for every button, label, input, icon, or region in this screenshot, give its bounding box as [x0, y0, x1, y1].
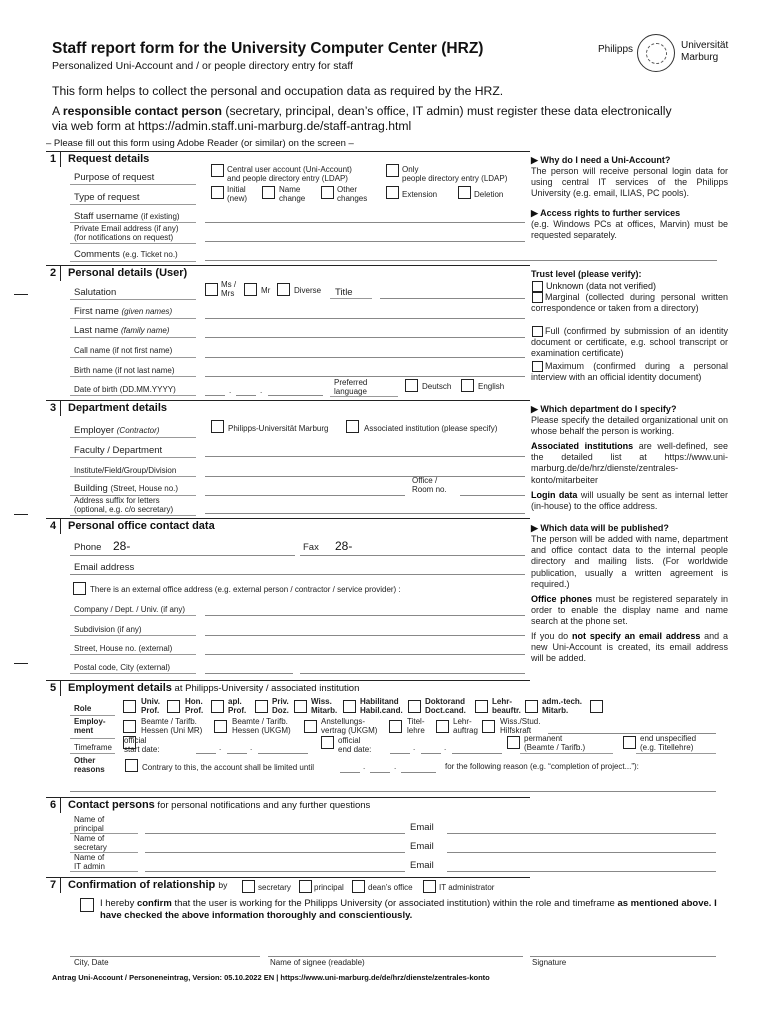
end-date-separator: .: [444, 743, 447, 752]
phone-underline: [70, 555, 295, 556]
deletion-label: Deletion: [474, 190, 504, 199]
role-hon-prof-label: Hon. Prof.: [185, 697, 204, 715]
emp-lehrauftrag-label: Lehr- auftrag: [453, 717, 478, 735]
principal-email-label: Email: [410, 822, 434, 833]
first-name-input[interactable]: [205, 318, 525, 319]
confirm-secretary-label: secretary: [258, 883, 291, 892]
city-date-label: City, Date: [74, 958, 109, 967]
university-seal-icon: [637, 34, 675, 72]
dob-month-input[interactable]: [236, 395, 256, 396]
role-habilitand-checkbox[interactable]: [343, 700, 356, 713]
office-input[interactable]: [460, 495, 525, 496]
title-input[interactable]: [380, 298, 525, 299]
initial-label: Initial (new): [227, 185, 248, 203]
role-lehrbeauftr-label: Lehr- beauftr.: [492, 697, 521, 715]
role-wiss-mitarb-checkbox[interactable]: [294, 700, 307, 713]
reason-input[interactable]: [70, 791, 716, 792]
emp-lehrauftrag-checkbox[interactable]: [436, 720, 449, 733]
intro-note: – Please fill out this form using Adobe Reader (or similar) on the screen –: [46, 138, 354, 149]
section-3-number: 3: [46, 401, 61, 416]
section-7-title: Confirmation of relationship by: [68, 879, 228, 891]
first-name-label: First name (given names): [74, 306, 173, 317]
emp-hilfskraft-checkbox[interactable]: [482, 720, 495, 733]
secretary-email-input[interactable]: [447, 852, 716, 853]
emp-titellehre-label: Titel- lehre: [407, 717, 425, 735]
employer-assoc-label: Associated institution (please specify): [364, 424, 498, 433]
purpose-label: Purpose of request: [74, 172, 155, 183]
office-label: Office / Room no.: [412, 476, 447, 494]
section-2-number: 2: [46, 266, 61, 281]
section-divider: [46, 400, 530, 401]
role-adm-tech-label: adm.-tech. Mitarb.: [542, 697, 583, 715]
building-input[interactable]: [205, 495, 405, 496]
subdivision-input[interactable]: [205, 635, 525, 636]
limit-date-separator: .: [363, 762, 366, 771]
section-divider: [46, 797, 530, 798]
role-hon-prof-checkbox[interactable]: [167, 700, 180, 713]
limit-day-input[interactable]: [340, 772, 360, 773]
english-checkbox[interactable]: [461, 379, 474, 392]
confirm-deans-checkbox[interactable]: [352, 880, 365, 893]
role-adm-tech-checkbox-2[interactable]: [590, 700, 603, 713]
right-text-1b: (e.g. Windows PCs at offices, Marvin) must be requested separately.: [531, 219, 728, 241]
limit-year-input[interactable]: [401, 772, 436, 773]
intro-line-1: This form helps to collect the personal and occupation data as required by the HRZ.: [52, 84, 504, 98]
end-day-input[interactable]: [390, 753, 410, 754]
confirm-itadmin-label: IT administrator: [439, 883, 495, 892]
mr-label: Mr: [261, 286, 271, 295]
signee-name-input[interactable]: [268, 956, 523, 957]
ldap-only-checkbox[interactable]: [386, 164, 399, 177]
company-label: Company / Dept. / Univ. (if any): [74, 605, 185, 614]
external-address-label: There is an external office address (e.g. external person / contractor / service provider) :: [90, 585, 401, 594]
building-label: Building (Street, House no.): [74, 483, 179, 494]
institute-label: Institute/Field/Group/Division: [74, 466, 177, 475]
other-changes-checkbox[interactable]: [321, 186, 334, 199]
trust-full-label: Full (confirmed by submission of an identity document or certificate, e.g. school transcript or examination certificate): [531, 326, 728, 359]
username-input[interactable]: [205, 222, 525, 223]
username-label: Staff username (if existing): [74, 211, 180, 222]
ms-label: Ms / Mrs: [221, 280, 237, 298]
section-3-title: Department details: [68, 402, 168, 414]
contrary-checkbox[interactable]: [125, 759, 138, 772]
trust-head: Trust level (please verify):: [531, 269, 642, 279]
confirm-principal-label: principal: [314, 883, 344, 892]
right-text-3: Please specify the detailed organizational unit on whose behalf the person is working.: [531, 415, 728, 437]
postal-label: Postal code, City (external): [74, 663, 171, 672]
dob-separator: .: [229, 386, 232, 395]
role-adm-tech-checkbox[interactable]: [525, 700, 538, 713]
extension-checkbox[interactable]: [386, 186, 399, 199]
signee-label: Name of signee (readable): [270, 958, 365, 967]
last-name-input[interactable]: [205, 337, 525, 338]
itadmin-label: Name of IT admin: [74, 853, 105, 871]
dob-label: Date of birth (DD.MM.YYYY): [74, 385, 176, 394]
end-month-input[interactable]: [421, 753, 441, 754]
role-lehrbeauftr-checkbox[interactable]: [475, 700, 488, 713]
role-priv-doz-checkbox[interactable]: [255, 700, 268, 713]
trust-unknown-label: Unknown (data not verified): [546, 281, 657, 291]
comments-input[interactable]: [205, 260, 717, 261]
limit-month-input[interactable]: [370, 772, 390, 773]
emp-ukgm-label: Beamte / Tarifb. Hessen (UKGM): [232, 717, 291, 735]
secretary-label: Name of secretary: [74, 834, 107, 852]
dob-day-input[interactable]: [205, 395, 225, 396]
right-text-1: The person will receive personal login data for using central IT services of the Philipps University (e.g. email, ILIAS, PC pools).: [531, 166, 728, 199]
email-label: Email address: [74, 562, 135, 573]
start-day-input[interactable]: [196, 753, 216, 754]
faculty-input[interactable]: [205, 456, 525, 457]
confirm-deans-label: dean’s office: [368, 883, 413, 892]
ldap-only-label: Only people directory entry (LDAP): [402, 165, 508, 183]
right-head-1: ▶ Why do I need a Uni-Account?: [531, 155, 671, 165]
right-text-3c: Login data will usually be sent as internal letter (in-house) to the office address.: [531, 490, 729, 512]
start-date-separator: .: [219, 743, 222, 752]
section-5-number: 5: [46, 681, 61, 696]
faculty-label: Faculty / Department: [74, 445, 163, 456]
intro-line-2: A responsible contact person (secretary, principal, dean’s office, IT admin) must register these data electronically: [52, 104, 672, 118]
external-address-checkbox[interactable]: [73, 582, 86, 595]
page-title: Staff report form for the University Computer Center (HRZ): [52, 40, 484, 57]
employer-assoc-checkbox[interactable]: [346, 420, 359, 433]
employment-label: Employ- ment: [74, 717, 106, 735]
other-changes-label: Other changes: [337, 185, 368, 203]
dob-year-input[interactable]: [268, 395, 323, 396]
principal-email-input[interactable]: [447, 833, 716, 834]
section-divider: [46, 518, 530, 519]
city-date-input[interactable]: [70, 956, 260, 957]
type-label: Type of request: [74, 192, 140, 203]
emp-ukgm-checkbox[interactable]: [214, 720, 227, 733]
confirm-itadmin-checkbox[interactable]: [423, 880, 436, 893]
section-7-number: 7: [46, 878, 61, 893]
role-doktorand-label: Doktorand Doct.cand.: [425, 697, 466, 715]
role-apl-prof-checkbox[interactable]: [211, 700, 224, 713]
fold-mark: [14, 663, 28, 664]
central-account-label: Central user account (Uni-Account) and people directory entry (LDAP): [227, 165, 352, 183]
ms-checkbox[interactable]: [205, 283, 218, 296]
city-input[interactable]: [300, 673, 525, 674]
address-suffix-input[interactable]: [205, 513, 525, 514]
fax-input[interactable]: 28-: [335, 539, 353, 553]
section-4-title: Personal office contact data: [68, 520, 215, 532]
right-text-4b: Office phones must be registered separately in order to enable the display name and name search at the phone set.: [531, 594, 728, 627]
start-date-label: official start date:: [124, 736, 160, 754]
central-account-checkbox[interactable]: [211, 164, 224, 177]
start-date-separator: .: [250, 743, 253, 752]
section-2-title: Personal details (User): [68, 267, 188, 279]
logo-text-right-1: Universität: [681, 40, 729, 51]
trust-marginal-label: Marginal (collected during personal written correspondence or taken from a directory): [531, 292, 728, 314]
fold-mark: [14, 514, 28, 515]
emp-anstellung-label: Anstellungs- vertrag (UKGM): [321, 717, 378, 735]
section-5-title: Employment details at Philipps-University / associated institution: [68, 682, 360, 694]
phone-input[interactable]: 28-: [113, 539, 131, 553]
street-label: Street, House no. (external): [74, 644, 173, 653]
fold-mark: [14, 294, 28, 295]
diverse-checkbox[interactable]: [277, 283, 290, 296]
intro-line-3: via web form at https://admin.staff.uni-marburg.de/staff-antrag.html: [52, 119, 412, 133]
fax-label: Fax: [303, 542, 319, 553]
deutsch-checkbox[interactable]: [405, 379, 418, 392]
postal-code-input[interactable]: [205, 673, 293, 674]
logo-text-left: Philipps: [598, 44, 634, 55]
section-divider: [46, 265, 530, 266]
right-head-3: ▶ Which department do I specify?: [531, 404, 677, 414]
footer: Antrag Uni-Account / Personeneintrag, Version: 05.10.2022 EN | https://www.uni-marburg.de/de/hrz/dienste/zentrales-konto: [52, 973, 490, 982]
address-suffix-label: Address suffix for letters (optional, e.g. c/o secretary): [74, 496, 174, 514]
end-unspecified-checkbox[interactable]: [623, 736, 636, 749]
timeframe-label: Timeframe: [74, 743, 112, 752]
emp-uni-mr-label: Beamte / Tarifb. Hessen (Uni MR): [141, 717, 203, 735]
logo-text-right-2: Marburg: [681, 52, 719, 63]
reason-label: for the following reason (e.g. “completion of project...”):: [445, 762, 639, 771]
pref-language-label: Preferred language: [334, 378, 368, 396]
principal-name-input[interactable]: [145, 833, 405, 834]
end-year-input[interactable]: [452, 753, 502, 754]
section-1-number: 1: [46, 152, 61, 167]
emp-titellehre-checkbox[interactable]: [389, 720, 402, 733]
permanent-label: permanent (Beamte / Tarifb.): [524, 734, 586, 752]
fax-underline: [300, 555, 525, 556]
end-date-separator: .: [413, 743, 416, 752]
section-1-title: Request details: [68, 153, 150, 165]
itadmin-email-label: Email: [410, 860, 434, 871]
dob-separator: .: [260, 386, 263, 395]
emp-hilfskraft-label: Wiss./Stud. Hilfskraft: [500, 717, 541, 735]
call-name-label: Call name (if not first name): [74, 346, 173, 355]
trust-unknown-checkbox[interactable]: [532, 281, 543, 292]
mr-checkbox[interactable]: [244, 283, 257, 296]
comments-label: Comments (e.g. Ticket no.): [74, 249, 178, 260]
role-apl-prof-label: apl. Prof.: [228, 697, 247, 715]
right-text-4: The person will be added with name, department and office contact data to the internal people directory and mailing lists. (For worldwide publication, usually a written agreement is required.): [531, 534, 728, 589]
right-head-1b: ▶ Access rights to further services: [531, 208, 681, 218]
start-month-input[interactable]: [227, 753, 247, 754]
confirm-text: I hereby confirm that the user is working for the Philipps University (or associated institution) within the role and timeframe as mentioned above. I have checked the above information thoroughly and conscientiously.: [100, 898, 717, 921]
deletion-checkbox[interactable]: [458, 186, 471, 199]
english-label: English: [478, 382, 505, 391]
role-doktorand-checkbox[interactable]: [408, 700, 421, 713]
birth-name-label: Birth name (if not last name): [74, 366, 175, 375]
email-input[interactable]: [70, 574, 525, 575]
permanent-checkbox[interactable]: [507, 736, 520, 749]
private-email-label: Private Email address (if any) (for notifications on request): [74, 224, 179, 242]
role-label: Role: [74, 704, 92, 713]
secretary-name-input[interactable]: [145, 852, 405, 853]
other-reasons-label: Other reasons: [74, 756, 105, 774]
end-unspecified-label: end unspecified (e.g. Titellehre): [640, 734, 697, 752]
extension-label: Extension: [402, 190, 438, 199]
section-4-number: 4: [46, 519, 61, 534]
right-text-4c: If you do not specify an email address and a new Uni-Account is created, its email address will be added.: [531, 631, 729, 664]
signature-label: Signature: [532, 958, 567, 967]
confirm-principal-checkbox[interactable]: [299, 880, 312, 893]
confirm-checkbox[interactable]: [80, 898, 94, 912]
confirm-secretary-checkbox[interactable]: [242, 880, 255, 893]
employer-label: Employer (Contractor): [74, 425, 160, 436]
subdivision-label: Subdivision (if any): [74, 625, 142, 634]
page-subtitle: Personalized Uni-Account and / or people directory entry for staff: [52, 60, 353, 72]
street-input[interactable]: [205, 654, 525, 655]
private-email-input[interactable]: [205, 241, 525, 242]
initial-checkbox[interactable]: [211, 186, 224, 199]
role-univ-prof-label: Univ. Prof.: [141, 697, 160, 715]
company-input[interactable]: [205, 615, 525, 616]
call-name-input[interactable]: [205, 357, 525, 358]
role-priv-doz-label: Priv. Doz.: [272, 697, 289, 715]
right-text-3b: Associated institutions are well-defined, see the detailed list at https://www.uni-marburg.de/de/hrz/dienste/zentrales-konto/mitarbeiter: [531, 441, 728, 485]
phone-label: Phone: [74, 542, 102, 553]
institute-input[interactable]: [205, 476, 525, 477]
right-head-4: ▶ Which data will be published?: [531, 523, 669, 533]
section-6-title: Contact persons for personal notifications and any further questions: [68, 799, 371, 811]
principal-label: Name of principal: [74, 815, 105, 833]
diverse-label: Diverse: [294, 286, 322, 295]
name-change-checkbox[interactable]: [262, 186, 275, 199]
section-divider: [46, 151, 530, 152]
emp-anstellung-checkbox[interactable]: [304, 720, 317, 733]
role-habilitand-label: Habilitand Habil.cand.: [360, 697, 403, 715]
emp-uni-mr-checkbox[interactable]: [123, 720, 136, 733]
section-6-number: 6: [46, 798, 61, 813]
deutsch-label: Deutsch: [422, 382, 452, 391]
contrary-label: Contrary to this, the account shall be limited until: [142, 763, 315, 772]
start-year-input[interactable]: [258, 753, 308, 754]
section-divider: [46, 680, 530, 681]
itadmin-name-input[interactable]: [145, 871, 405, 872]
employer-pu-checkbox[interactable]: [211, 420, 224, 433]
employer-pu-label: Philipps-Universität Marburg: [228, 424, 329, 433]
title-label: Title: [335, 287, 353, 298]
trust-max-label: Maximum (confirmed during a personal interview with an official identity document): [531, 361, 728, 383]
signature-input[interactable]: [530, 956, 716, 957]
end-date-label: official end date:: [338, 736, 372, 754]
salutation-label: Salutation: [74, 287, 117, 298]
secretary-email-label: Email: [410, 841, 434, 852]
limit-date-separator: .: [394, 762, 397, 771]
end-date-checkbox[interactable]: [321, 736, 334, 749]
name-change-label: Name change: [279, 185, 306, 203]
section-divider: [46, 877, 530, 878]
role-univ-prof-checkbox[interactable]: [123, 700, 136, 713]
last-name-label: Last name (family name): [74, 325, 170, 336]
birth-name-input[interactable]: [205, 376, 525, 377]
itadmin-email-input[interactable]: [447, 871, 716, 872]
role-wiss-mitarb-label: Wiss. Mitarb.: [311, 697, 338, 715]
